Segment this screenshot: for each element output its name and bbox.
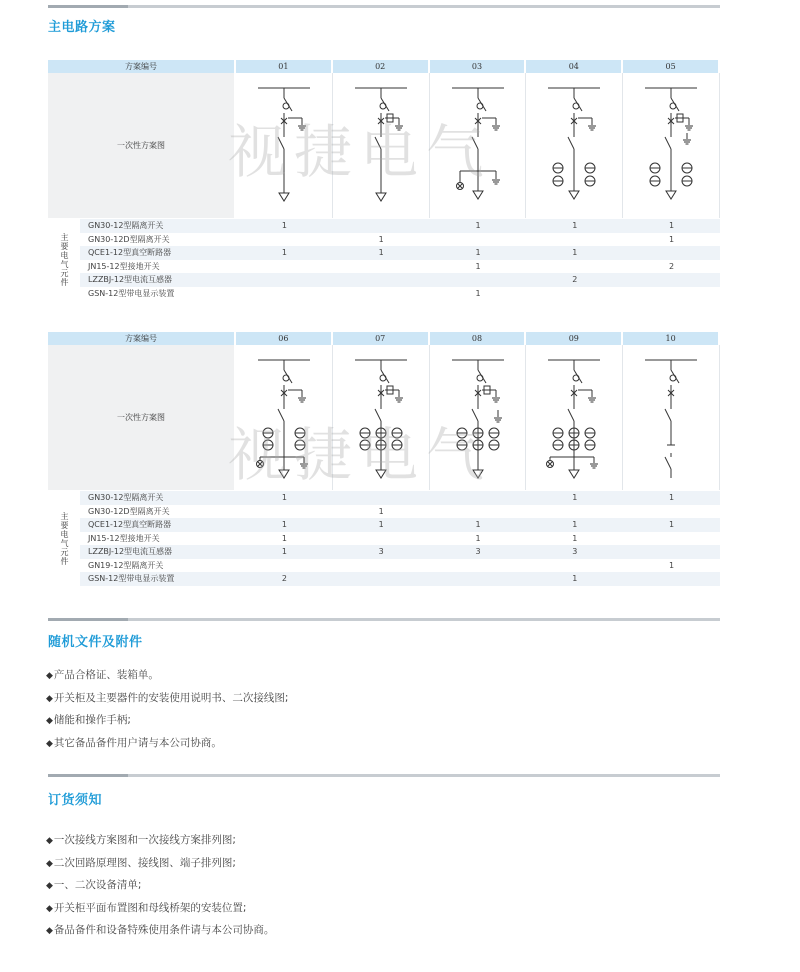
disconnector-blade bbox=[665, 457, 671, 469]
scheme-number: 09 bbox=[526, 332, 623, 345]
scheme-diagram-05 bbox=[623, 73, 720, 218]
list-item-text: 二次回路原理图、接线图、端子排列图; bbox=[53, 856, 236, 869]
scheme-diagram-01 bbox=[236, 73, 333, 218]
scheme-diagram-07 bbox=[333, 345, 430, 490]
diagram-group bbox=[258, 88, 310, 201]
diagram-row bbox=[48, 345, 720, 490]
list-item-text: 开关柜平面布置图和母线桥架的安装位置; bbox=[53, 901, 247, 914]
scheme-number: 06 bbox=[236, 332, 333, 345]
table-row bbox=[80, 246, 720, 260]
diamond-bullet-icon: ◆ bbox=[46, 858, 53, 869]
component-quantity: 3 bbox=[475, 547, 481, 557]
scheme-number: 03 bbox=[430, 60, 527, 73]
component-quantity: 1 bbox=[572, 520, 578, 530]
component-quantity: 1 bbox=[281, 493, 287, 503]
table-row bbox=[80, 491, 720, 505]
component-quantity: 1 bbox=[669, 234, 675, 244]
table-row bbox=[80, 572, 720, 586]
watermark: 视捷电气 bbox=[228, 421, 493, 489]
list-item bbox=[46, 852, 274, 875]
diamond-bullet-icon: ◆ bbox=[46, 881, 53, 891]
diagram-group bbox=[452, 88, 504, 199]
side-label-text: 主要电气元件 bbox=[60, 511, 69, 566]
list-item-text: 备品备件和设备特殊使用条件请与本公司协商。 bbox=[53, 924, 275, 936]
disconnector-blade bbox=[665, 409, 671, 421]
components-area bbox=[48, 219, 720, 300]
component-quantity: 2 bbox=[669, 261, 675, 271]
list-item bbox=[46, 897, 274, 920]
list-item bbox=[46, 664, 288, 687]
ordering-list bbox=[46, 829, 274, 942]
breaker-symbol bbox=[477, 103, 483, 109]
single-line-diagram bbox=[430, 73, 526, 218]
section-title-ordering: 订货须知 bbox=[48, 793, 103, 808]
breaker-symbol bbox=[573, 375, 579, 381]
breaker-symbol bbox=[380, 103, 386, 109]
diamond-bullet-icon: ◆ bbox=[46, 836, 53, 846]
scheme-table-1 bbox=[48, 60, 720, 300]
single-line-diagram bbox=[333, 345, 429, 490]
single-line-diagram bbox=[236, 345, 332, 490]
component-quantity: 1 bbox=[572, 533, 578, 543]
disconnector-blade bbox=[568, 409, 574, 421]
single-line-diagram bbox=[526, 73, 622, 218]
scheme-diagram-02 bbox=[333, 73, 430, 218]
component-quantity: 1 bbox=[281, 547, 287, 557]
diamond-bullet-icon: ◆ bbox=[46, 903, 53, 914]
components-area bbox=[48, 491, 720, 586]
diagram-label: 一次性方案图 bbox=[48, 73, 236, 218]
component-quantity: 1 bbox=[475, 261, 481, 271]
breaker-symbol bbox=[573, 103, 579, 109]
table-header-row bbox=[48, 60, 720, 73]
component-quantity: 1 bbox=[572, 221, 578, 231]
diagram-group bbox=[645, 360, 697, 478]
diagram-group bbox=[257, 360, 311, 478]
cable-end-arrow-icon bbox=[473, 470, 483, 478]
component-quantity: 1 bbox=[281, 221, 287, 231]
single-line-diagram bbox=[333, 73, 429, 218]
list-item-text: 开关柜及主要器件的安装使用说明书、二次接线图; bbox=[53, 691, 289, 704]
list-item bbox=[46, 829, 274, 852]
breaker-symbol bbox=[283, 103, 289, 109]
component-quantity: 1 bbox=[669, 221, 675, 231]
component-name: GN30-12D型隔离开关 bbox=[88, 234, 170, 244]
list-item-text: 一、二次设备清单; bbox=[53, 879, 142, 891]
component-name: LZZBJ-12型电流互感器 bbox=[88, 547, 173, 557]
table-row bbox=[80, 287, 720, 301]
scheme-table-2 bbox=[48, 332, 720, 585]
scheme-number: 02 bbox=[333, 60, 430, 73]
scheme-diagram-03 bbox=[430, 73, 527, 218]
component-quantity: 1 bbox=[475, 248, 481, 258]
scheme-number: 10 bbox=[623, 332, 720, 345]
cable-end-arrow-icon bbox=[473, 191, 483, 199]
diamond-bullet-icon: ◆ bbox=[46, 671, 53, 681]
component-quantity: 1 bbox=[572, 248, 578, 258]
disconnector-blade bbox=[375, 137, 381, 149]
table-row bbox=[80, 233, 720, 247]
component-quantity: 1 bbox=[475, 520, 481, 530]
disconnector-blade bbox=[375, 409, 381, 421]
disconnector-blade bbox=[472, 137, 478, 149]
watermark: 视捷电气 bbox=[228, 118, 493, 186]
diagram-row bbox=[48, 73, 720, 218]
scheme-number: 05 bbox=[623, 60, 720, 73]
component-name: GN30-12型隔离开关 bbox=[88, 493, 164, 503]
section-divider bbox=[48, 618, 720, 621]
scheme-diagram-06 bbox=[236, 345, 333, 490]
component-name: JN15-12型接地开关 bbox=[88, 533, 160, 543]
component-quantity: 1 bbox=[378, 506, 384, 516]
scheme-number: 08 bbox=[430, 332, 527, 345]
component-name: QCE1-12型真空断路器 bbox=[88, 520, 172, 530]
diagram-group bbox=[548, 88, 600, 199]
single-line-diagram bbox=[526, 345, 622, 490]
table-row bbox=[80, 559, 720, 573]
section-divider bbox=[48, 5, 720, 8]
header-label: 方案编号 bbox=[48, 60, 236, 73]
component-quantity: 1 bbox=[475, 533, 481, 543]
component-quantity: 1 bbox=[475, 288, 481, 298]
table-row bbox=[80, 260, 720, 274]
component-quantity: 1 bbox=[281, 533, 287, 543]
single-line-diagram bbox=[430, 345, 526, 490]
component-name: GSN-12型带电显示装置 bbox=[88, 288, 175, 298]
component-quantity: 1 bbox=[378, 234, 384, 244]
scheme-diagram-08 bbox=[430, 345, 527, 490]
component-quantity: 1 bbox=[669, 560, 675, 570]
list-item bbox=[46, 709, 288, 732]
scheme-number: 04 bbox=[526, 60, 623, 73]
header-label: 方案编号 bbox=[48, 332, 236, 345]
list-item bbox=[46, 732, 288, 755]
side-label bbox=[48, 219, 80, 300]
component-quantity: 1 bbox=[669, 493, 675, 503]
diagram-group bbox=[547, 360, 601, 478]
disconnector-blade bbox=[278, 409, 284, 421]
diagram-group bbox=[645, 88, 697, 199]
single-line-diagram bbox=[236, 73, 332, 218]
table-row bbox=[80, 505, 720, 519]
component-quantity: 2 bbox=[281, 574, 287, 584]
component-name: JN15-12型接地开关 bbox=[88, 261, 160, 271]
section-title-accessories: 随机文件及附件 bbox=[48, 635, 143, 650]
list-item-text: 一次接线方案图和一次接线方案排列图; bbox=[53, 834, 236, 846]
component-name: QCE1-12型真空断路器 bbox=[88, 248, 172, 258]
section-title-main-circuit: 主电路方案 bbox=[48, 20, 116, 35]
scheme-diagram-09 bbox=[526, 345, 623, 490]
diamond-bullet-icon: ◆ bbox=[46, 738, 53, 749]
table-row bbox=[80, 532, 720, 546]
section-divider bbox=[48, 774, 720, 777]
component-name: GN19-12型隔离开关 bbox=[88, 560, 164, 570]
cable-end-arrow-icon bbox=[279, 193, 289, 201]
breaker-symbol bbox=[670, 375, 676, 381]
disconnector-blade bbox=[472, 409, 478, 421]
component-quantity: 1 bbox=[281, 520, 287, 530]
side-label-text: 主要电气元件 bbox=[60, 232, 69, 287]
diagram-group bbox=[355, 360, 407, 478]
table-row bbox=[80, 219, 720, 233]
list-item bbox=[46, 687, 288, 710]
cable-end-arrow-icon bbox=[279, 470, 289, 478]
component-quantity: 2 bbox=[572, 275, 578, 285]
cable-end-arrow-icon bbox=[666, 191, 676, 199]
cable-end-arrow-icon bbox=[569, 470, 579, 478]
component-quantity: 3 bbox=[378, 547, 384, 557]
diagram-group bbox=[452, 360, 504, 478]
cable-end-arrow-icon bbox=[569, 191, 579, 199]
diagram-group bbox=[355, 88, 407, 201]
component-quantity: 3 bbox=[572, 547, 578, 557]
component-name: LZZBJ-12型电流互感器 bbox=[88, 275, 173, 285]
cable-end-arrow-icon bbox=[376, 470, 386, 478]
component-quantity: 1 bbox=[281, 248, 287, 258]
component-quantity: 1 bbox=[669, 520, 675, 530]
component-quantity: 1 bbox=[572, 574, 578, 584]
table-row bbox=[80, 518, 720, 532]
list-item-text: 其它备品备件用户请与本公司协商。 bbox=[53, 736, 222, 749]
diamond-bullet-icon: ◆ bbox=[46, 693, 53, 704]
scheme-diagram-10 bbox=[623, 345, 720, 490]
breaker-symbol bbox=[670, 103, 676, 109]
disconnector-blade bbox=[665, 137, 671, 149]
diamond-bullet-icon: ◆ bbox=[46, 716, 53, 726]
component-quantity: 1 bbox=[475, 221, 481, 231]
cable-end-arrow-icon bbox=[376, 193, 386, 201]
diagram-label: 一次性方案图 bbox=[48, 345, 236, 490]
scheme-number: 07 bbox=[333, 332, 430, 345]
single-line-diagram bbox=[623, 345, 719, 490]
accessories-list bbox=[46, 664, 288, 754]
side-label bbox=[48, 491, 80, 586]
breaker-symbol bbox=[477, 375, 483, 381]
breaker-symbol bbox=[283, 375, 289, 381]
table-row bbox=[80, 273, 720, 287]
scheme-diagram-04 bbox=[526, 73, 623, 218]
table-row bbox=[80, 545, 720, 559]
scheme-number: 01 bbox=[236, 60, 333, 73]
diamond-bullet-icon: ◆ bbox=[46, 926, 53, 936]
component-name: GSN-12型带电显示装置 bbox=[88, 574, 175, 584]
breaker-symbol bbox=[380, 375, 386, 381]
disconnector-blade bbox=[568, 137, 574, 149]
list-item bbox=[46, 874, 274, 897]
list-item-text: 储能和操作手柄; bbox=[53, 714, 131, 726]
component-quantity: 1 bbox=[572, 493, 578, 503]
single-line-diagram bbox=[623, 73, 719, 218]
component-name: GN30-12D型隔离开关 bbox=[88, 506, 170, 516]
list-item-text: 产品合格证、装箱单。 bbox=[53, 669, 159, 681]
disconnector-blade bbox=[278, 137, 284, 149]
component-quantity: 1 bbox=[378, 248, 384, 258]
component-quantity: 1 bbox=[378, 520, 384, 530]
component-name: GN30-12型隔离开关 bbox=[88, 221, 164, 231]
table-header-row bbox=[48, 332, 720, 345]
list-item bbox=[46, 919, 274, 942]
